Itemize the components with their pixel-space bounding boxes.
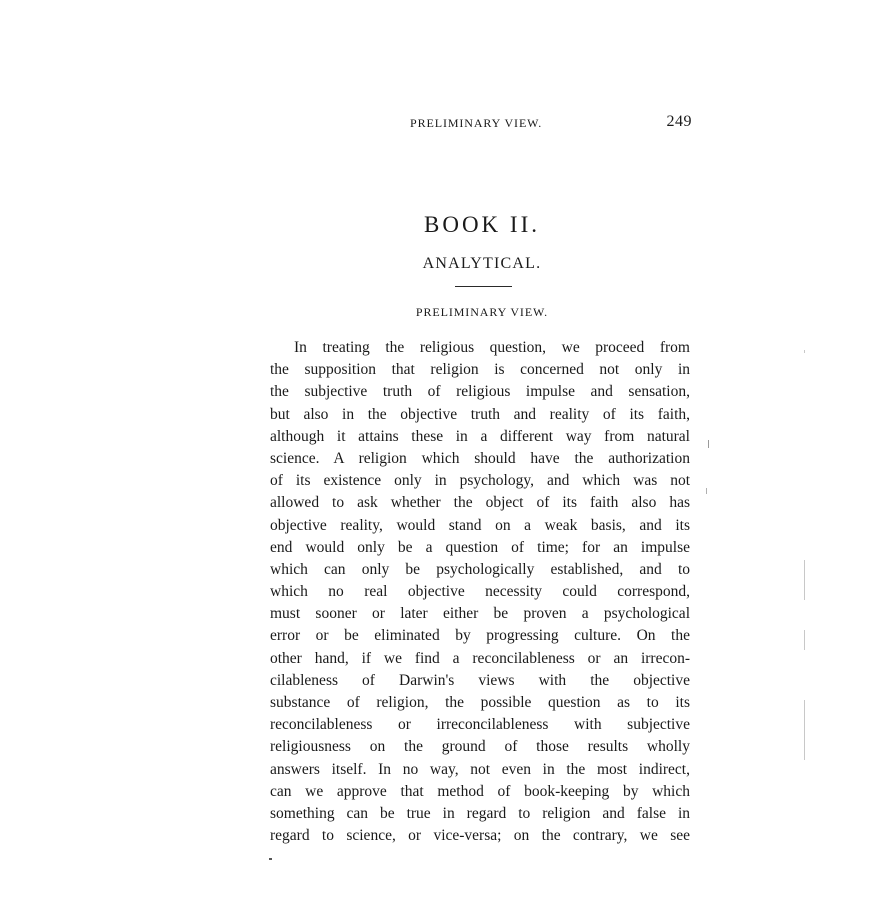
text-line: substance of religion, the possible question as to its [270, 694, 690, 711]
text-line: cilableness of Darwin's views with the objective [270, 671, 690, 689]
scan-artifact [804, 700, 805, 760]
text-line: although it attains these in a different way from natural [270, 427, 690, 445]
text-line: religiousness on the ground of those results wholly [270, 738, 690, 756]
text-line: which can only be psychologically established, and to [270, 560, 690, 578]
text-line: can we approve that method of book-keeping by which [270, 782, 690, 800]
title-divider [455, 286, 512, 287]
text-line: the subjective truth of religious impulse and sensation, [270, 383, 690, 401]
scan-artifact [269, 858, 272, 860]
scan-artifact [804, 560, 805, 600]
text-line: In treating the religious question, we proceed from [294, 339, 690, 356]
text-line: allowed to ask whether the object of its faith also has [270, 494, 690, 512]
body-paragraph [270, 337, 690, 847]
running-header [270, 113, 694, 136]
text-line: objective reality, would stand on a weak basis, and its [270, 516, 690, 534]
scan-artifact [708, 440, 709, 448]
text-line: error or be eliminated by progressing culture. On the [270, 627, 690, 645]
text-line: end would only be a question of time; for an impulse [270, 538, 690, 556]
text-line: science. A religion which should have the authorization [270, 449, 690, 467]
text-line: the supposition that religion is concerned not only in [270, 361, 690, 379]
text-line: of its existence only in psychology, and which was not [270, 472, 690, 490]
text-line: must sooner or later either be proven a psychological [270, 605, 690, 623]
scan-artifact [706, 488, 707, 494]
book-subtitle: ANALYTICAL. [422, 255, 542, 272]
scan-artifact [804, 630, 805, 650]
text-line: but also in the objective truth and reality of its faith, [270, 405, 690, 423]
text-line: regard to science, or vice-versa; on the contrary, we see [270, 827, 690, 845]
running-title: PRELIMINARY VIEW. [410, 116, 543, 130]
text-line: reconcilableness or irreconcilableness with subjective [270, 716, 690, 734]
page-number: 249 [666, 113, 692, 130]
text-line: other hand, if we find a reconcilableness or an irrecon- [270, 649, 690, 667]
scan-artifact [804, 350, 805, 353]
book-title: BOOK II. [424, 212, 540, 237]
text-line: something can be true in regard to religion and false in [270, 804, 690, 822]
text-line: answers itself. In no way, not even in the most indirect, [270, 760, 690, 778]
text-line: which no real objective necessity could correspond, [270, 583, 690, 601]
section-title: PRELIMINARY VIEW. [415, 305, 549, 319]
